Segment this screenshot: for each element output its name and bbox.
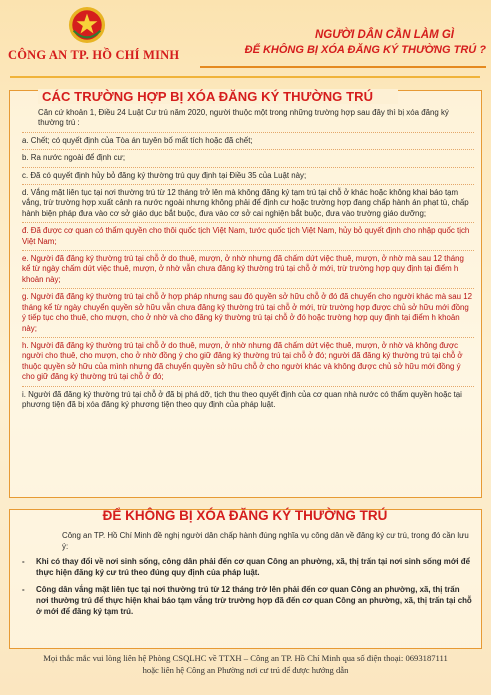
- advice-body: [22, 531, 474, 624]
- removal-cases-body: [22, 108, 474, 413]
- footer-contact: [0, 652, 491, 676]
- header-title: [192, 28, 486, 58]
- removal-cases-intro: Căn cứ khoản 1, Điều 24 Luật Cư trú năm 2020, người thuộc một trong những trường hợp sau đây thì bị xóa đăng ký thường trú :: [38, 108, 449, 128]
- footer-line1: Mọi thắc mắc vui lòng liên hệ Phòng CSQLHC về TTXH – Công an TP. Hồ Chí Minh qua số điện thoại: 0693187111: [43, 653, 448, 663]
- header: [0, 0, 491, 80]
- header-title-line2: ĐỂ KHÔNG BỊ XÓA ĐĂNG KÝ THƯỜNG TRÚ ?: [244, 44, 486, 56]
- footer-line2: hoặc liên hệ Công an Phường nơi cư trú để được hướng dẫn: [142, 665, 349, 675]
- bullet-dash: -: [22, 585, 25, 595]
- case-item-dd: đ. Đã được cơ quan có thẩm quyền cho thôi quốc tịch Việt Nam, tước quốc tịch Việt Nam, hủy bỏ quyết định cho nhập quốc tịch Việt Nam;: [22, 222, 474, 247]
- header-title-line1: NGƯỜI DÂN CẦN LÀM GÌ: [314, 29, 454, 41]
- advice-item-text: Công dân vắng mặt liên tục tại nơi thường trú từ 12 tháng trở lên phải đến cơ quan Công an phường, xã, thị trấn nơi thường trú để thực hiện khai báo tạm vắng trừ trường hợp đã đến cơ quan Công an phường, xã, thị trấn tại chỗ ở mới để đăng ký tạm trú.: [36, 585, 472, 616]
- advice-item: [22, 557, 474, 578]
- case-item-d: d. Vắng mặt liên tục tại nơi thường trú từ 12 tháng trở lên mà không đăng ký tạm trú tại chỗ ở khác hoặc không khai báo tạm vắng, trừ trường hợp xuất cảnh ra nước ngoài nhưng không phải để định cư hoặc trường hợp đang chấp hành án phạt tù, chấp hành biện pháp đưa vào cơ sở giáo dục bắt buộc, đưa vào cơ sở cai nghiện bắt buộc, đưa vào trường giáo dưỡng;: [22, 184, 474, 219]
- top-divider: [10, 76, 480, 78]
- case-item-a: a. Chết; có quyết định của Tòa án tuyên bố mất tích hoặc đã chết;: [22, 132, 474, 146]
- case-item-c: c. Đã có quyết định hủy bỏ đăng ký thường trú quy định tại Điều 35 của Luật này;: [22, 167, 474, 181]
- case-item-e: e. Người đã đăng ký thường trú tại chỗ ở do thuê, mượn, ở nhờ nhưng đã chấm dứt việc thuê, mượn, ở nhờ mà sau 12 tháng kể từ ngày chấm dứt việc thuê, mượn, ở nhờ vẫn chưa đăng ký thường trú tại chỗ ở mới, trừ trường hợp quy định tại điểm h khoản này;: [22, 250, 474, 285]
- police-emblem-icon: [68, 6, 106, 44]
- bullet-dash: -: [22, 557, 25, 567]
- advice-item: [22, 585, 474, 617]
- advice-title: ĐỂ KHÔNG BỊ XÓA ĐĂNG KÝ THƯỜNG TRÚ: [102, 508, 388, 523]
- case-item-g: g. Người đã đăng ký thường trú tại chỗ ở hợp pháp nhưng sau đó quyền sở hữu chỗ ở đó đã chuyển cho người khác mà sau 12 tháng kể từ ngày chuyển quyền sở hữu vẫn chưa đăng ký thường trú tại chỗ ở mới, trừ trường hợp được chủ sở hữu mới đồng ý tiếp tục cho thuê, cho mượn, cho ở nhờ và cho đăng ký thường trú tại chỗ ở đó hoặc trường hợp quy định tại điểm h khoản này;: [22, 288, 474, 334]
- header-divider: [200, 66, 486, 68]
- case-item-b: b. Ra nước ngoài để định cư;: [22, 149, 474, 163]
- case-item-i: i. Người đã đăng ký thường trú tại chỗ ở đã bị phá dỡ, tịch thu theo quyết định của cơ quan nhà nước có thẩm quyền hoặc tại phương tiện đã bị xóa đăng ký phương tiện theo quy định của pháp luật.: [22, 386, 474, 411]
- removal-cases-title: CÁC TRƯỜNG HỢP BỊ XÓA ĐĂNG KÝ THƯỜNG TRÚ: [38, 89, 398, 104]
- case-item-h: h. Người đã đăng ký thường trú tại chỗ ở do thuê, mượn, ở nhờ nhưng đã chấm dứt việc thuê, mượn, ở nhờ và không được người cho thuê, cho mượn, cho ở nhờ đồng ý cho giữ đăng ký thường trú tại chỗ ở đó; người đã đăng ký thường trú tại chỗ ở thuộc quyền sở hữu của mình nhưng đã chuyển quyền sở hữu chỗ ở cho người khác và không được chủ sở hữu mới đồng ý cho giữ đăng ký thường trú tại chỗ ở đó;: [22, 337, 474, 383]
- advice-item-text: Khi có thay đổi về nơi sinh sống, công dân phải đến cơ quan Công an phường, xã, thị trấn tại nơi sinh sống mới để thực hiện đăng ký cư trú theo đúng quy định của pháp luật.: [36, 557, 471, 577]
- org-name: CÔNG AN TP. HỒ CHÍ MINH: [8, 48, 180, 62]
- advice-intro: Công an TP. Hồ Chí Minh đề nghị người dân chấp hành đúng nghĩa vụ công dân về đăng ký cư trú, trong đó cần lưu ý:: [62, 531, 469, 551]
